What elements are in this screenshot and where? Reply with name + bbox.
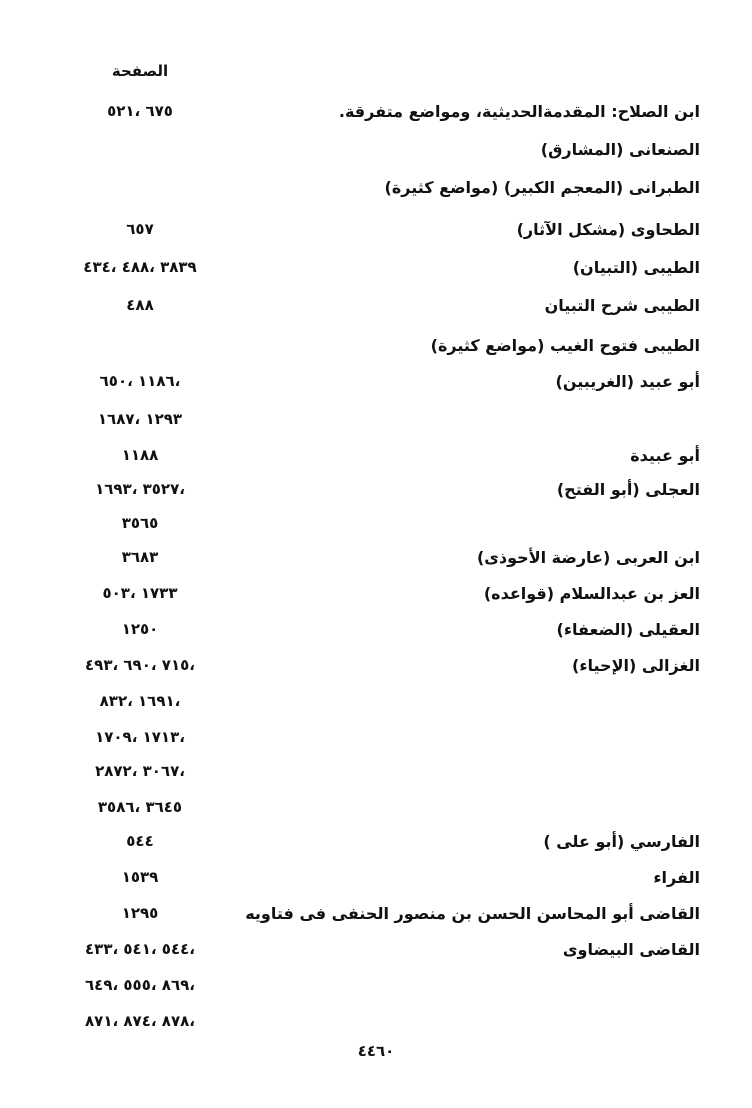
index-row [60,372,700,406]
index-entry-name: العز بن عبدالسلام (قواعده) [483,584,700,603]
index-entry-pages: ،١١٨٦ ،٦٥٠ [99,372,181,390]
index-entry-pages: ،٣٠٦٧ ،٢٨٧٢ [95,762,185,780]
index-row [60,692,700,726]
index-row [60,548,700,582]
index-row [60,480,700,514]
index-entry-name: العقيلى (الضعفاء) [556,620,700,639]
index-row [60,1012,700,1046]
index-row [60,868,700,902]
index-row [60,656,700,690]
index-entry-name: العجلى (أبو الفتح) [556,480,700,499]
index-row [60,102,700,136]
index-entry-pages: ،٥٤٤ ،٥٤١ ،٤٣٣ [85,940,195,958]
index-entry-name: الطيبى شرح التبيان [544,296,700,315]
index-entry-name: القاضى أبو المحاسن الحسن بن منصور الحنفى فى فتاويه [245,904,700,923]
index-entry-pages: ،٨٦٩ ،٥٥٥ ،٦٤٩ [85,976,195,994]
index-entry-pages: ١١٨٨ [121,446,159,464]
index-entry-pages: ،٨٧٨ ،٨٧٤ ،٨٧١ [85,1012,195,1030]
index-entry-name: الطحاوى (مشكل الآثار) [516,220,700,239]
index-entry-pages: ٣٦٨٣ [121,548,159,566]
index-entry-name: القاضى البيضاوى [562,940,700,959]
index-entry-name: الفراء [653,868,700,887]
index-entry-name: الصنعانى (المشارق) [540,140,700,159]
index-entry-pages: ١٧٣٣ ،٥٠٣ [102,584,178,602]
index-entry-name: الطيبى فتوح الغيب (مواضع كثيرة) [430,336,700,355]
index-row [60,832,700,866]
index-entry-pages: ٣٦٤٥ ،٣٥٨٦ [97,798,183,816]
index-entry-name: أبو عبيدة [630,446,700,465]
index-entry-pages: ١٥٣٩ [121,868,159,886]
index-row [60,220,700,254]
index-row [60,762,700,796]
index-entry-pages: ٦٧٥ ،٥٢١ [107,102,173,120]
index-entry-pages: ٦٥٧ [126,220,154,238]
index-entry-pages: ١٢٥٠ [121,620,159,638]
index-entry-pages: ،١٧١٣ ،١٧٠٩ [95,728,185,746]
index-row [60,904,700,938]
index-row [60,140,700,174]
index-entry-name: الغزالى (الإحياء) [572,656,700,675]
index-row [60,514,700,548]
index-row [60,728,700,762]
index-entry-pages: ٣٥٦٥ [121,514,159,532]
index-entry-name: ابن العربى (عارضة الأحوذى) [476,548,700,567]
index-row [60,798,700,832]
index-entry-pages: ٥٤٤ [126,832,154,850]
index-row [60,584,700,618]
index-row [60,940,700,974]
index-entry-name: ابن الصلاح: المقدمةالحديثية، ومواضع متفرقة. [338,102,700,121]
index-row [60,296,700,330]
index-row [60,976,700,1010]
index-row [60,336,700,370]
index-entry-name: الطبرانى (المعجم الكبير) (مواضع كثيرة) [384,178,700,197]
index-entry-name: الطيبى (التبيان) [572,258,700,277]
index-entry-pages: ،٣٥٢٧ ،١٦٩٣ [95,480,185,498]
index-entry-pages: ،١٦٩١ ،٨٣٢ [99,692,181,710]
index-entry-pages: ١٢٩٥ [121,904,159,922]
index-row [60,620,700,654]
index-row [60,258,700,292]
index-entry-pages: ٣٨٣٩ ،٤٨٨ ،٤٣٤ [83,258,197,276]
index-entry-pages: ٤٨٨ [126,296,154,314]
index-entry-name: أبو عبيد (الغريبين) [555,372,700,391]
index-entry-pages: ،٧١٥ ،٦٩٠ ،٤٩٣ [85,656,195,674]
page-number: ٤٤٦٠ [357,1042,395,1060]
index-row [60,446,700,480]
page-column-header: الصفحة [111,62,169,80]
index-entry-pages: ١٢٩٣ ،١٦٨٧ [97,410,183,428]
index-entry-name: الفارسي (أبو على ) [543,832,700,851]
index-row [60,410,700,444]
index-row [60,178,700,212]
